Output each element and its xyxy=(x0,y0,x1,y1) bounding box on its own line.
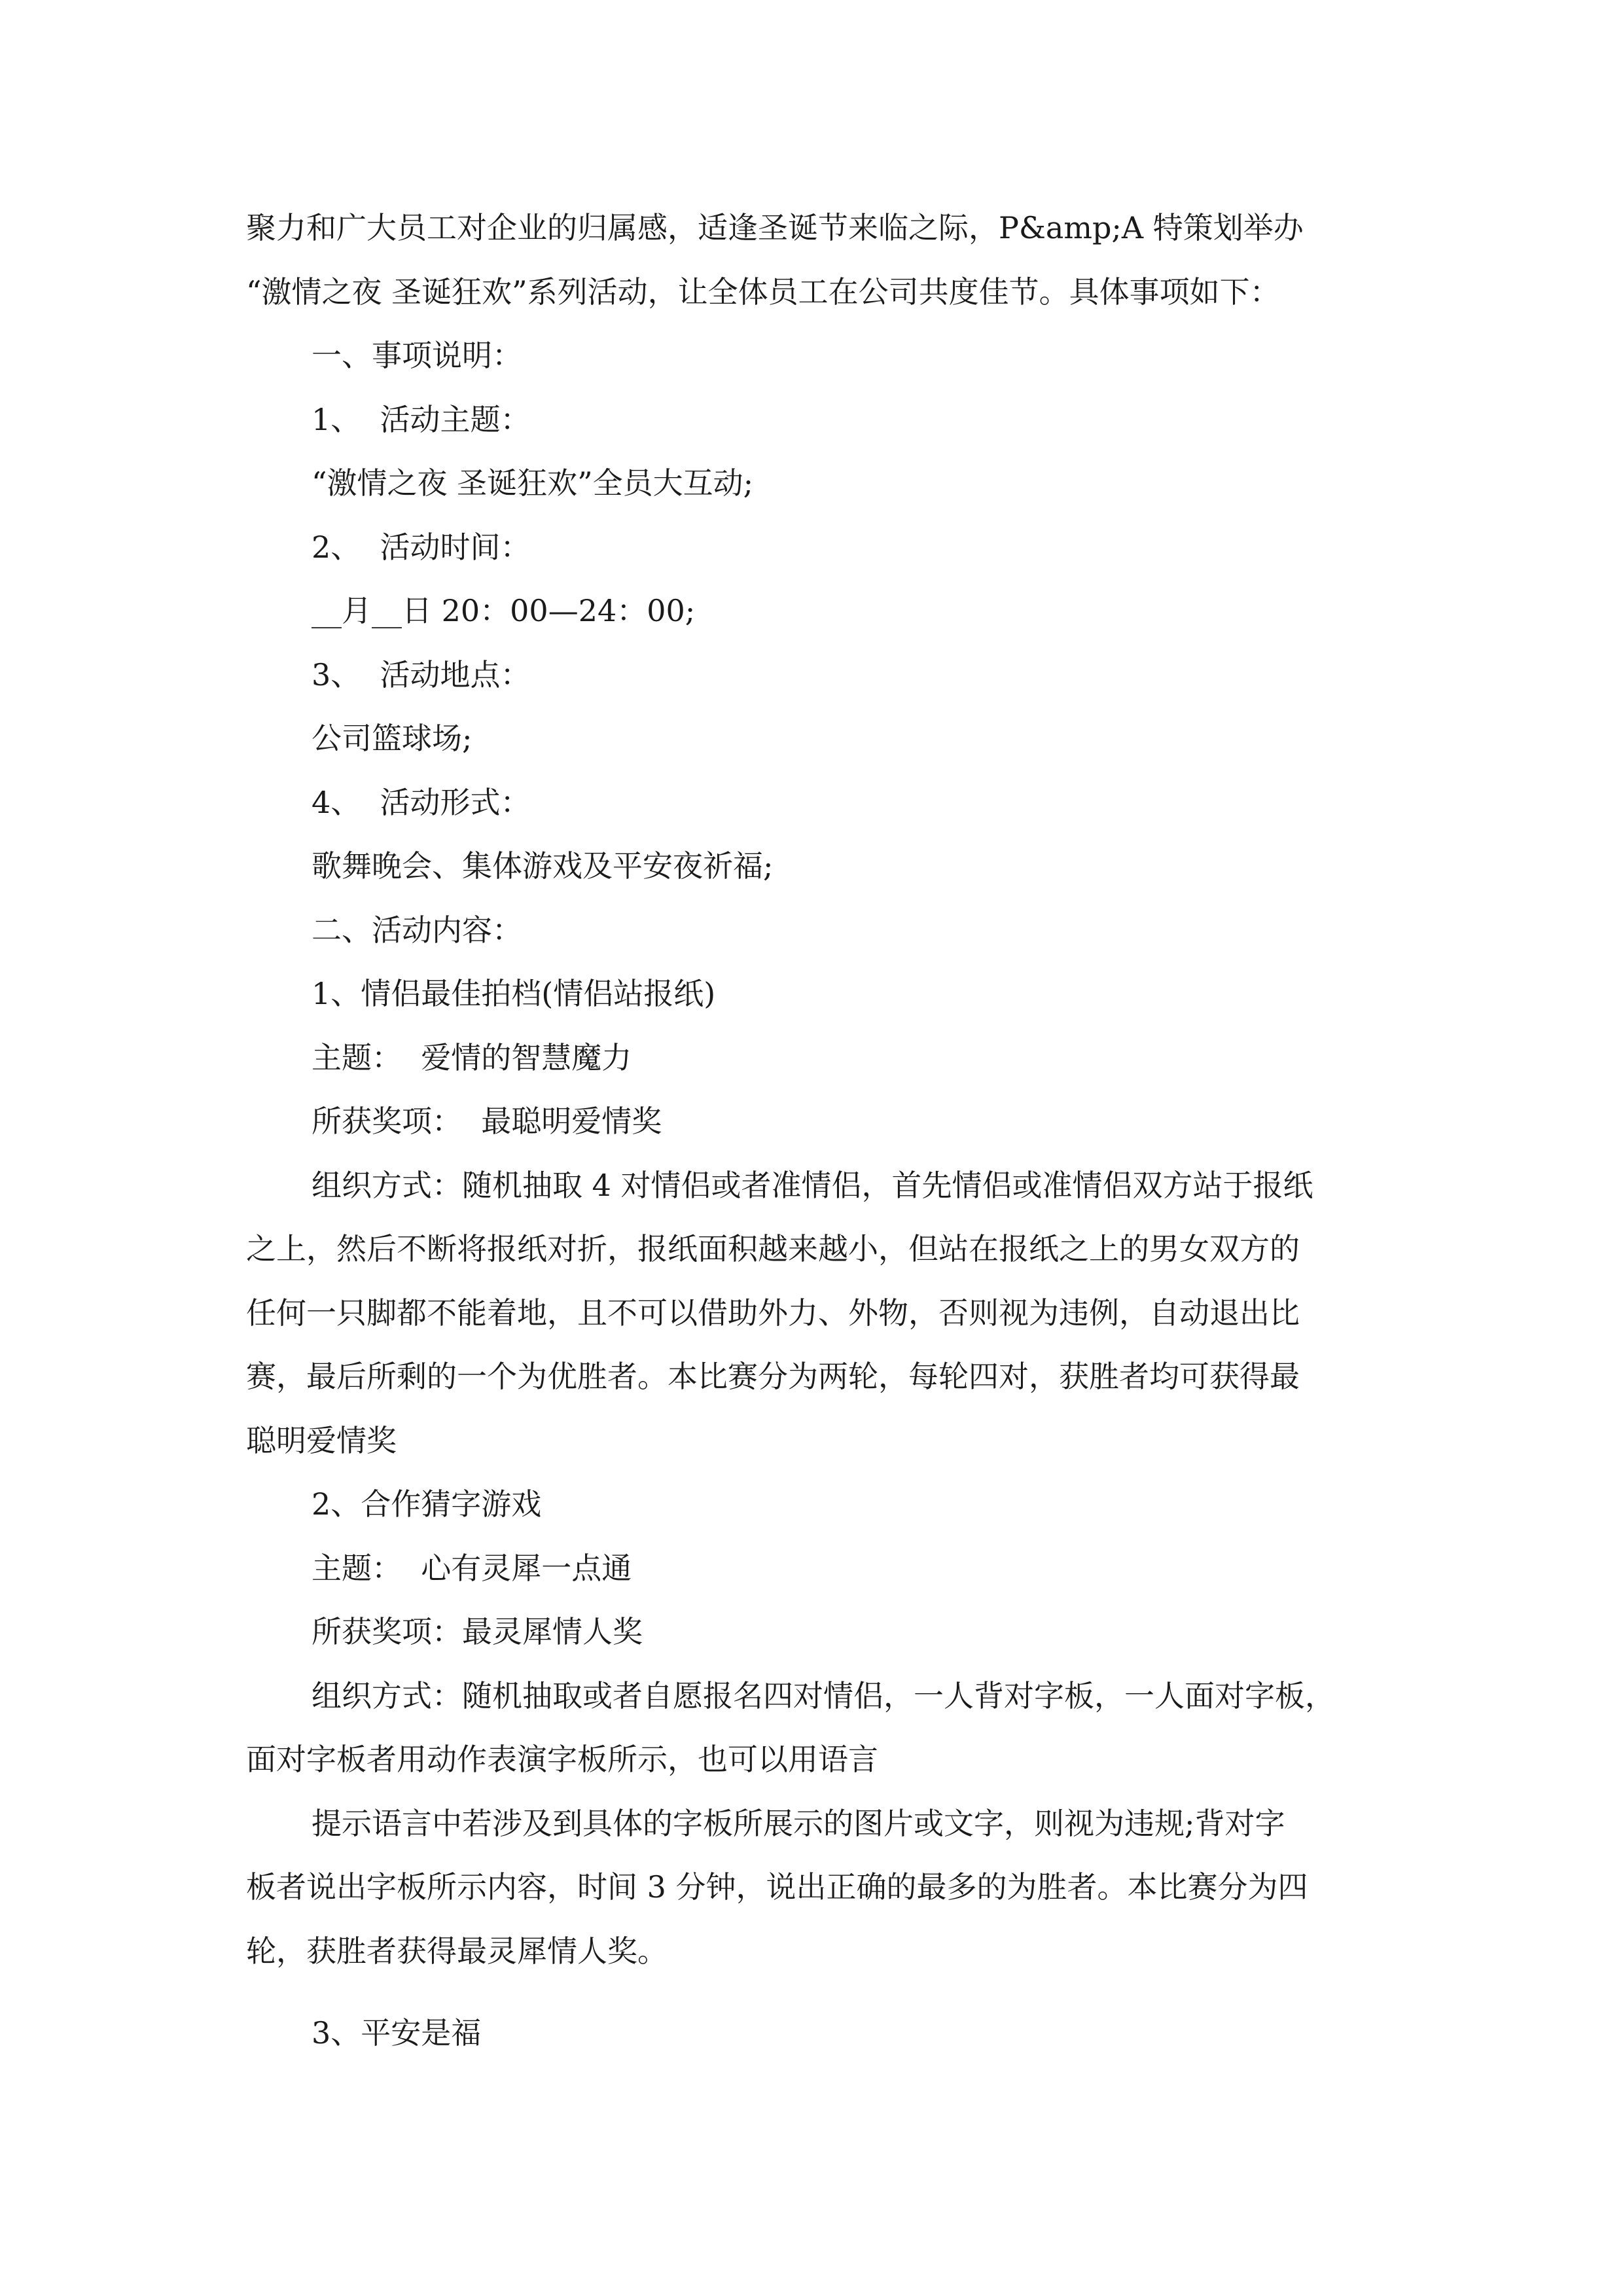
item-heading: 4、 活动形式： xyxy=(312,784,531,820)
paragraph-line: 面对字板者用动作表演字板所示，也可以用语言 xyxy=(246,1742,878,1777)
item-text: __月__日 20：00—24：00; xyxy=(312,593,696,628)
paragraph-line: 聚力和广大员工对企业的归属感，适逢圣诞节来临之际，P&amp;A 特策划举办 xyxy=(246,210,1304,245)
item-heading: 2、合作猜字游戏 xyxy=(312,1486,542,1522)
paragraph-line: 组织方式：随机抽取或者自愿报名四对情侣，一人背对字板，一人面对字板， xyxy=(312,1677,1335,1713)
paragraph-line: 轮，获胜者获得最灵犀情人奖。 xyxy=(246,1933,668,1969)
item-text: 歌舞晚会、集体游戏及平安夜祈福; xyxy=(312,848,774,884)
item-heading: 3、 活动地点： xyxy=(312,656,531,692)
paragraph-line: 组织方式：随机抽取 4 对情侣或者准情侣，首先情侣或准情侣双方站于报纸 xyxy=(312,1167,1313,1203)
paragraph-line: 赛，最后所剩的一个为优胜者。本比赛分为两轮，每轮四对，获胜者均可获得最 xyxy=(246,1359,1300,1394)
item-text: 主题： 心有灵犀一点通 xyxy=(312,1550,632,1586)
paragraph-line: 提示语言中若涉及到具体的字板所展示的图片或文字，则视为违规;背对字 xyxy=(312,1805,1285,1841)
item-text: 主题： 爱情的智慧魔力 xyxy=(312,1039,632,1075)
item-heading: 1、 活动主题： xyxy=(312,401,531,437)
paragraph-line: 之上，然后不断将报纸对折，报纸面积越来越小，但站在报纸之上的男女双方的 xyxy=(246,1231,1300,1266)
document-body xyxy=(246,196,1385,2066)
section-heading: 二、活动内容： xyxy=(312,912,522,948)
section-heading: 一、事项说明： xyxy=(312,338,522,373)
item-heading: 2、 活动时间： xyxy=(312,529,531,565)
item-text: 所获奖项： 最聪明爱情奖 xyxy=(312,1103,662,1139)
item-text: 公司篮球场; xyxy=(312,721,473,756)
paragraph-line: 板者说出字板所示内容，时间 3 分钟，说出正确的最多的为胜者。本比赛分为四 xyxy=(246,1869,1308,1905)
spacer xyxy=(246,1983,1385,2001)
item-heading: 3、平安是福 xyxy=(312,2015,482,2051)
item-text: “激情之夜 圣诞狂欢”全员大互动; xyxy=(312,465,754,501)
paragraph-line: “激情之夜 圣诞狂欢”系列活动，让全体员工在公司共度佳节。具体事项如下： xyxy=(246,274,1280,310)
paragraph-line: 任何一只脚都不能着地，且不可以借助外力、外物，否则视为违例，自动退出比 xyxy=(246,1295,1300,1331)
paragraph-line: 聪明爱情奖 xyxy=(246,1422,397,1458)
item-text: 所获奖项：最灵犀情人奖 xyxy=(312,1614,643,1649)
item-heading: 1、情侣最佳拍档(情侣站报纸) xyxy=(312,976,716,1011)
